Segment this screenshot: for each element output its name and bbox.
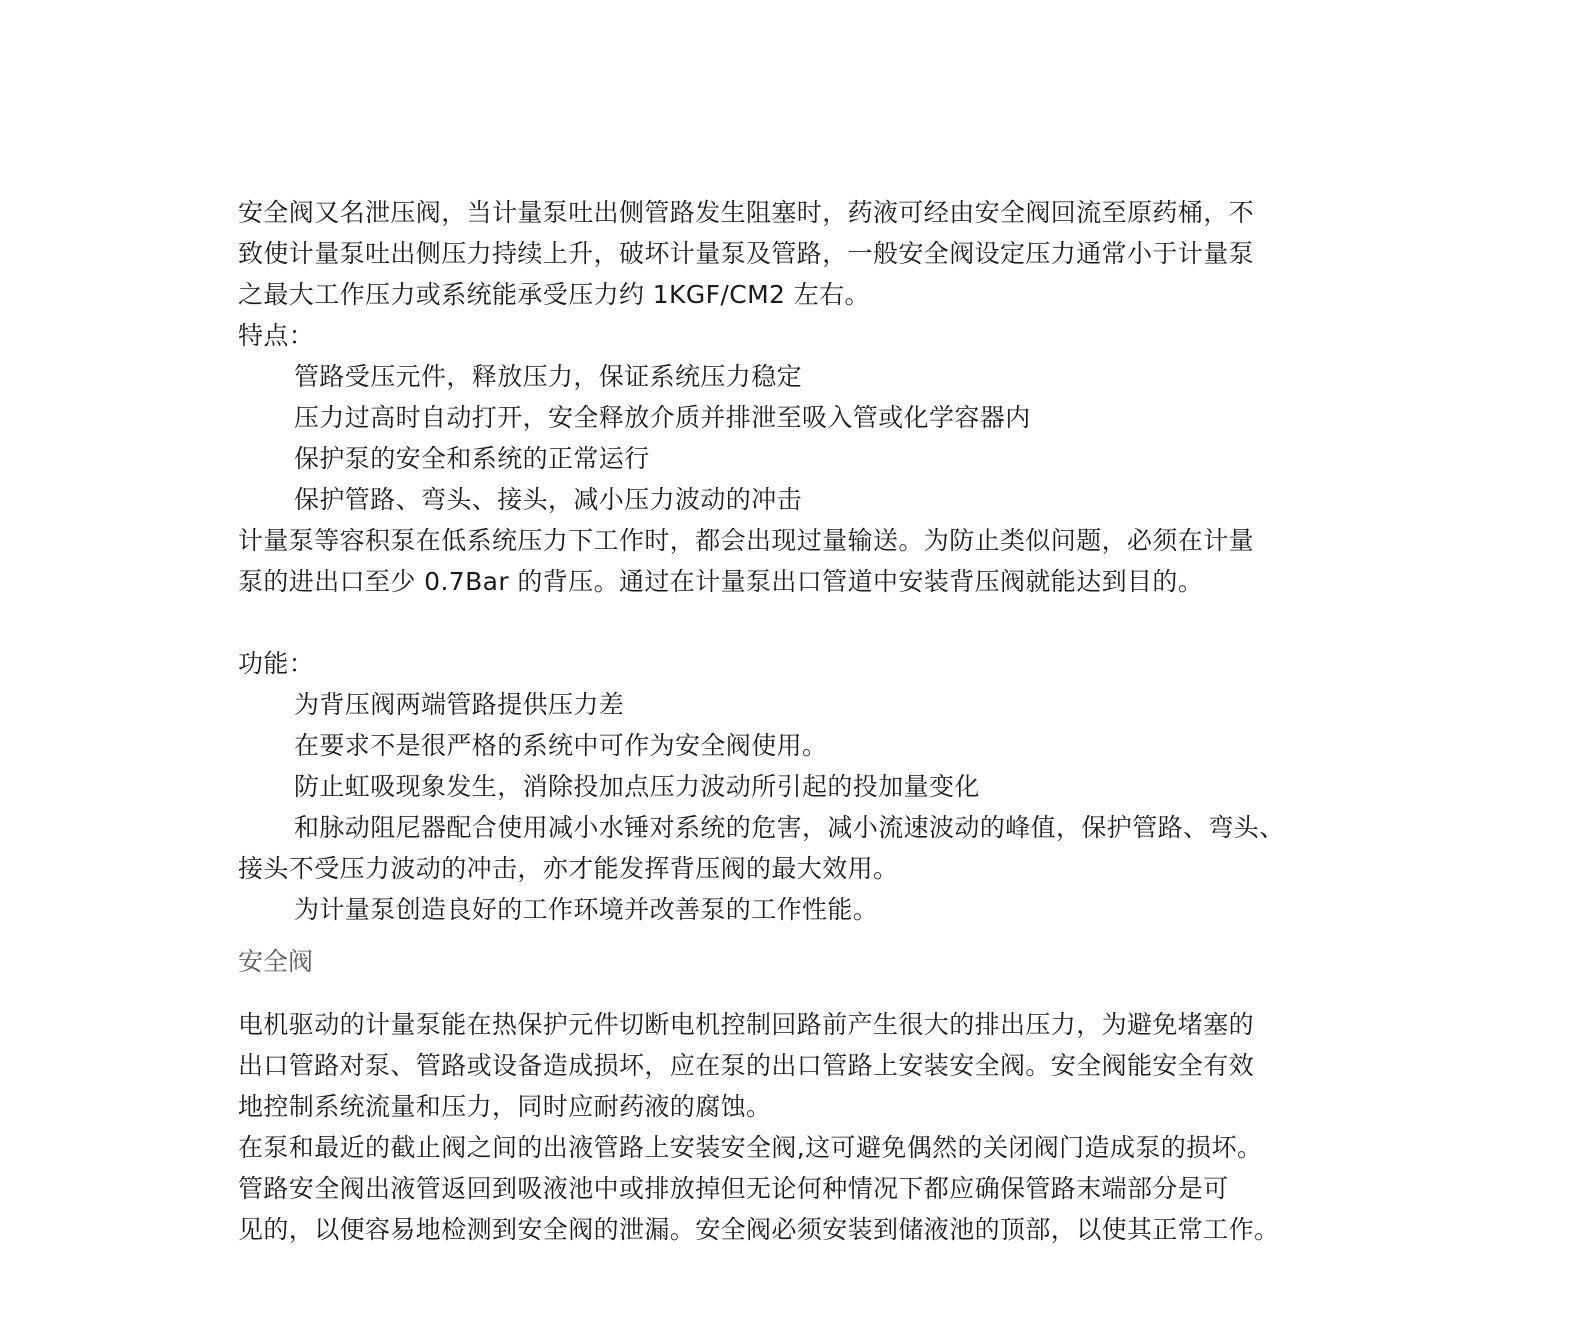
backpressure-line: 泵的进出口至少 0.7Bar 的背压。通过在计量泵出口管道中安装背压阀就能达到目的。 [238,567,1204,596]
section-line: 地控制系统流量和压力，同时应耐药液的腐蚀。 [238,1092,772,1121]
function-item: 为背压阀两端管路提供压力差 [294,690,625,719]
feature-item: 保护泵的安全和系统的正常运行 [294,444,650,473]
function-item: 防止虹吸现象发生，消除投加点压力波动所引起的投加量变化 [294,772,980,801]
features-label: 特点： [238,321,315,350]
document-body [238,192,1348,1250]
function-item: 在要求不是很严格的系统中可作为安全阀使用。 [294,731,828,760]
section-heading: 安全阀 [238,947,314,976]
paragraph-gap [238,602,1348,643]
feature-item: 保护管路、弯头、接头，减小压力波动的冲击 [294,485,803,514]
functions-label: 功能： [238,649,315,678]
section-line: 见的，以便容易地检测到安全阀的泄漏。安全阀必须安装到储液池的顶部，以使其正常工作。 [238,1215,1280,1244]
intro-line: 致使计量泵吐出侧压力持续上升，破坏计量泵及管路，一般安全阀设定压力通常小于计量泵 [238,239,1255,268]
function-item: 和脉动阻尼器配合使用减小水锤对系统的危害，减小流速波动的峰值，保护管路、弯头、 [294,813,1285,842]
function-item-continuation: 接头不受压力波动的冲击，亦才能发挥背压阀的最大效用。 [238,854,899,883]
section-line: 管路安全阀出液管返回到吸液池中或排放掉但无论何种情况下都应确保管路末端部分是可 [238,1174,1229,1203]
section-line: 电机驱动的计量泵能在热保护元件切断电机控制回路前产生很大的排出压力，为避免堵塞的 [238,1010,1255,1039]
feature-item: 管路受压元件，释放压力，保证系统压力稳定 [294,362,803,391]
heading-gap [238,982,1348,1004]
feature-item: 压力过高时自动打开，安全释放介质并排泄至吸入管或化学容器内 [294,403,1031,432]
intro-line: 之最大工作压力或系统能承受压力约 1KGF/CM2 左右。 [238,280,870,309]
section-line: 出口管路对泵、管路或设备造成损坏，应在泵的出口管路上安装安全阀。安全阀能安全有效 [238,1051,1255,1080]
intro-line: 安全阀又名泄压阀，当计量泵吐出侧管路发生阻塞时，药液可经由安全阀回流至原药桶，不 [238,198,1255,227]
backpressure-line: 计量泵等容积泵在低系统压力下工作时，都会出现过量输送。为防止类似问题，必须在计量 [238,526,1255,555]
section-line: 在泵和最近的截止阀之间的出液管路上安装安全阀,这可避免偶然的关闭阀门造成泵的损坏。 [238,1133,1263,1162]
function-item: 为计量泵创造良好的工作环境并改善泵的工作性能。 [294,895,879,924]
